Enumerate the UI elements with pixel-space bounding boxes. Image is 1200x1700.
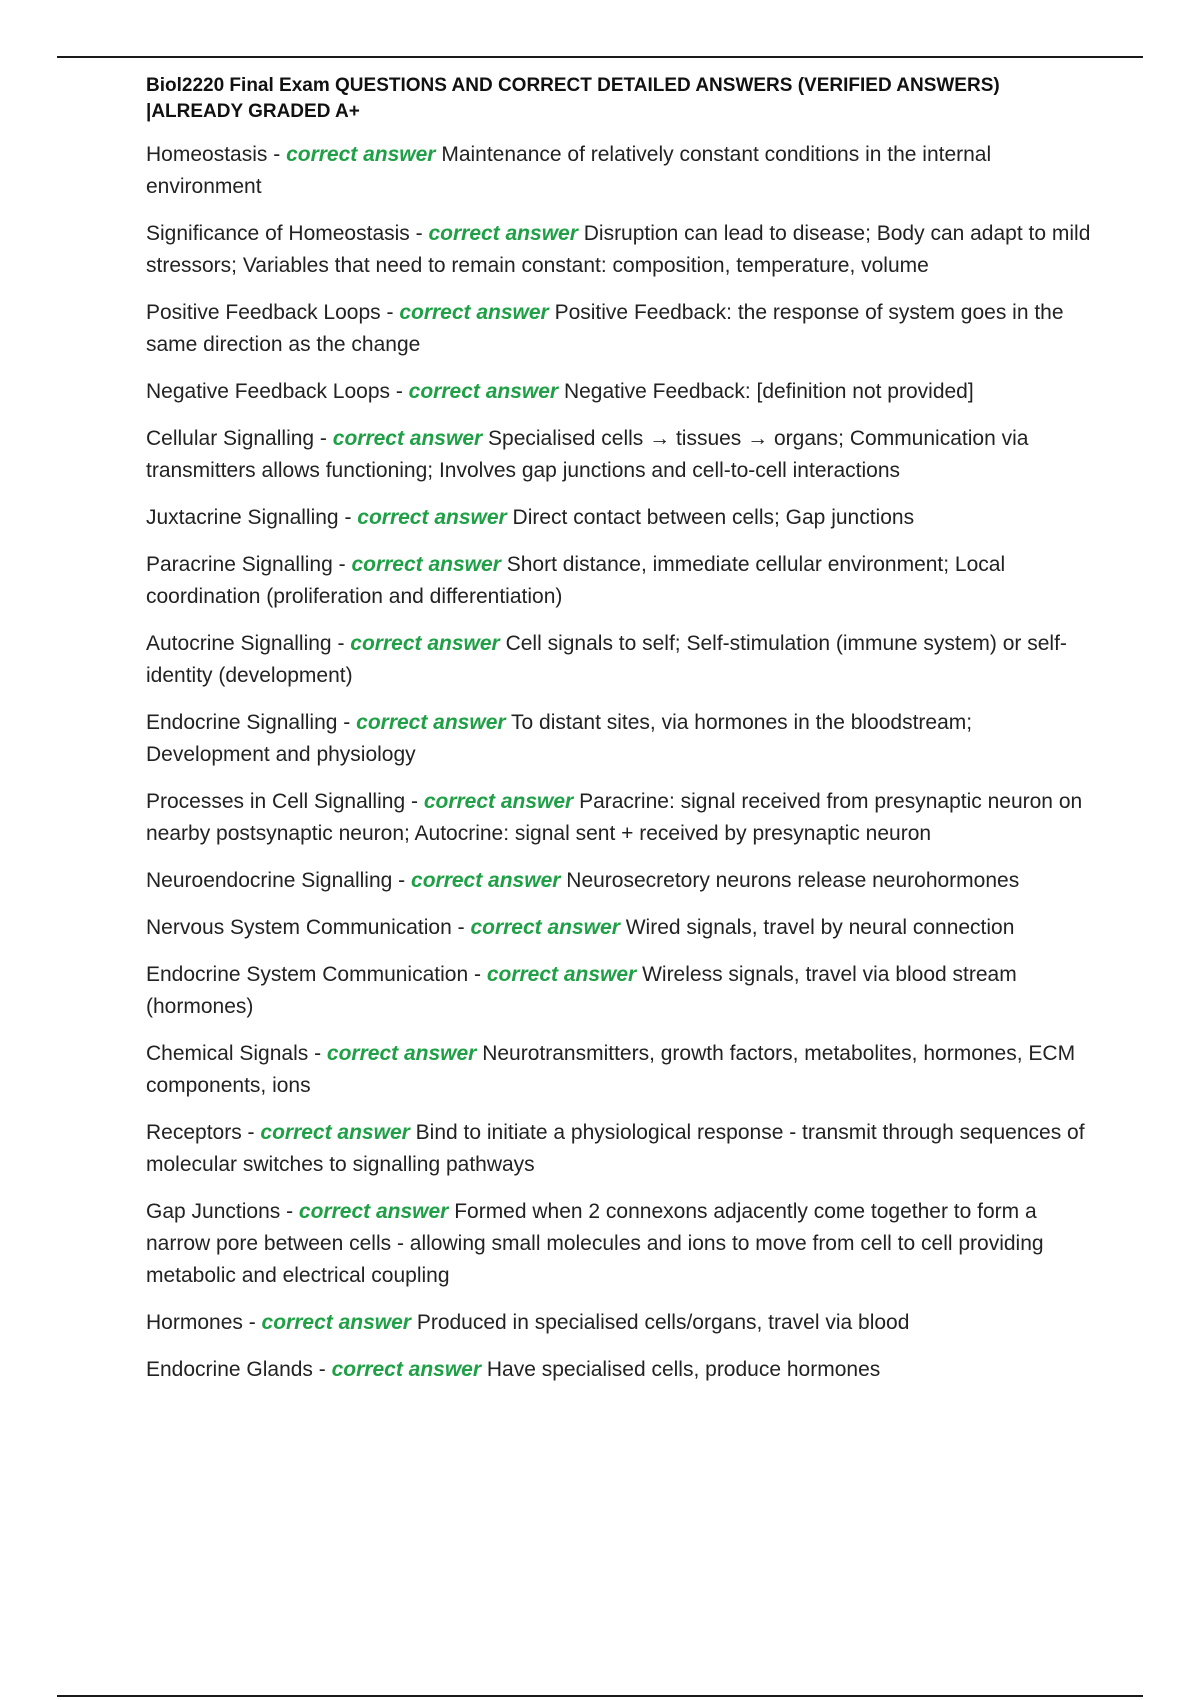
- qa-definition: Direct contact between cells; Gap junctions: [512, 506, 915, 529]
- qa-term: Endocrine Signalling: [146, 711, 338, 734]
- qa-item: [146, 376, 1092, 408]
- qa-separator: -: [409, 222, 429, 245]
- qa-term: Receptors: [146, 1121, 242, 1144]
- correct-answer-label: correct answer: [408, 380, 559, 403]
- qa-term: Paracrine Signalling: [146, 553, 333, 576]
- qa-term: Positive Feedback Loops: [146, 301, 381, 324]
- correct-answer-label: correct answer: [470, 916, 620, 939]
- qa-definition: To distant sites, via hormones in the bloodstream; Development and physiology: [146, 711, 973, 766]
- qa-item: [146, 786, 1092, 850]
- qa-definition: Cell signals to self; Self-stimulation (immune system) or self-identity (development): [146, 632, 1067, 687]
- qa-item: [146, 297, 1092, 361]
- correct-answer-label: correct answer: [331, 1358, 482, 1381]
- qa-item: [146, 423, 1092, 487]
- correct-answer-label: correct answer: [260, 1121, 410, 1144]
- qa-separator: -: [380, 301, 400, 324]
- qa-separator: -: [338, 506, 358, 529]
- document-title: Biol2220 Final Exam QUESTIONS AND CORRECT DETAILED ANSWERS (VERIFIED ANSWERS) |ALREADY GRADED A+: [146, 75, 1000, 122]
- qa-term: Processes in Cell Signalling: [146, 790, 406, 813]
- qa-separator: -: [241, 1121, 261, 1144]
- qa-definition: Maintenance of relatively constant conditions in the internal environment: [146, 143, 992, 198]
- qa-item: [146, 628, 1092, 692]
- correct-answer-label: correct answer: [423, 790, 574, 813]
- correct-answer-label: correct answer: [428, 222, 578, 245]
- qa-item: [146, 218, 1092, 282]
- qa-item: [146, 1307, 1092, 1339]
- qa-separator: -: [337, 711, 357, 734]
- qa-item: [146, 1354, 1092, 1386]
- qa-term: Homeostasis: [146, 143, 268, 166]
- correct-answer-label: correct answer: [411, 869, 561, 892]
- qa-item: [146, 502, 1092, 534]
- qa-definition: Positive Feedback: the response of system goes in the same direction as the change: [146, 301, 1064, 356]
- document-body: [146, 73, 1092, 1401]
- correct-answer-label: correct answer: [326, 1042, 477, 1065]
- qa-item: [146, 1196, 1092, 1292]
- qa-term: Hormones: [146, 1311, 243, 1334]
- qa-item: [146, 912, 1092, 944]
- qa-definition: Bind to initiate a physiological response - transmit through sequences of molecular switches to signalling pathways: [146, 1121, 1085, 1176]
- qa-definition: Formed when 2 connexons adjacently come together to form a narrow pore between cells - allowing small molecules and ions to move from cell to cell providing metabolic and electrical coupling: [146, 1200, 1044, 1287]
- qa-term: Chemical Signals: [146, 1042, 309, 1065]
- qa-definition: Wired signals, travel by neural connection: [625, 916, 1015, 939]
- qa-term: Negative Feedback Loops: [146, 380, 390, 403]
- qa-definition: Wireless signals, travel via blood stream (hormones): [146, 963, 1017, 1018]
- qa-separator: -: [468, 963, 487, 986]
- qa-separator: -: [267, 143, 287, 166]
- qa-list: [146, 139, 1092, 1386]
- qa-item: [146, 549, 1092, 613]
- qa-separator: -: [390, 380, 409, 403]
- qa-definition: Neurosecretory neurons release neurohormones: [566, 869, 1020, 892]
- qa-definition: Disruption can lead to disease; Body can adapt to mild stressors; Variables that need to remain constant: composition, temperature, volume: [146, 222, 1091, 277]
- qa-term: Nervous System Communication: [146, 916, 452, 939]
- qa-item: [146, 1038, 1092, 1102]
- qa-term: Neuroendocrine Signalling: [146, 869, 393, 892]
- qa-separator: -: [312, 1358, 332, 1381]
- qa-item: [146, 139, 1092, 203]
- correct-answer-label: correct answer: [332, 427, 483, 450]
- qa-item: [146, 1117, 1092, 1181]
- qa-definition: Have specialised cells, produce hormones: [486, 1358, 881, 1381]
- qa-item: [146, 959, 1092, 1023]
- qa-separator: -: [332, 553, 352, 576]
- qa-definition: Short distance, immediate cellular environment; Local coordination (proliferation and differentiation): [146, 553, 1006, 608]
- qa-term: Juxtacrine Signalling: [146, 506, 339, 529]
- correct-answer-label: correct answer: [357, 506, 507, 529]
- top-rule: [57, 56, 1143, 58]
- qa-item: [146, 865, 1092, 897]
- qa-term: Cellular Signalling: [146, 427, 315, 450]
- correct-answer-label: correct answer: [351, 553, 501, 576]
- qa-separator: -: [280, 1200, 299, 1223]
- qa-term: Autocrine Signalling: [146, 632, 332, 655]
- correct-answer-label: correct answer: [356, 711, 506, 734]
- qa-item: [146, 707, 1092, 771]
- qa-definition: Specialised cells → tissues → organs; Communication via transmitters allows functioning; Involves gap junctions and cell-to-cell interactions: [146, 427, 1029, 482]
- qa-definition: Produced in specialised cells/organs, travel via blood: [416, 1311, 910, 1334]
- qa-separator: -: [314, 427, 333, 450]
- qa-definition: Neurotransmitters, growth factors, metabolites, hormones, ECM components, ions: [146, 1042, 1076, 1097]
- qa-separator: -: [242, 1311, 262, 1334]
- qa-term: Endocrine System Communication: [146, 963, 469, 986]
- correct-answer-label: correct answer: [298, 1200, 449, 1223]
- qa-separator: -: [392, 869, 412, 892]
- qa-term: Significance of Homeostasis: [146, 222, 410, 245]
- qa-separator: -: [308, 1042, 327, 1065]
- qa-definition: Negative Feedback: [definition not provided]: [563, 380, 974, 403]
- correct-answer-label: correct answer: [286, 143, 436, 166]
- qa-term: Endocrine Glands: [146, 1358, 313, 1381]
- qa-definition: Paracrine: signal received from presynaptic neuron on nearby postsynaptic neuron; Autocrine: signal sent + received by presynaptic neuron: [146, 790, 1083, 845]
- qa-separator: -: [405, 790, 424, 813]
- correct-answer-label: correct answer: [350, 632, 500, 655]
- qa-term: Gap Junctions: [146, 1200, 281, 1223]
- correct-answer-label: correct answer: [486, 963, 637, 986]
- correct-answer-label: correct answer: [261, 1311, 411, 1334]
- correct-answer-label: correct answer: [399, 301, 549, 324]
- qa-separator: -: [331, 632, 351, 655]
- qa-separator: -: [451, 916, 471, 939]
- bottom-rule: [57, 1695, 1143, 1697]
